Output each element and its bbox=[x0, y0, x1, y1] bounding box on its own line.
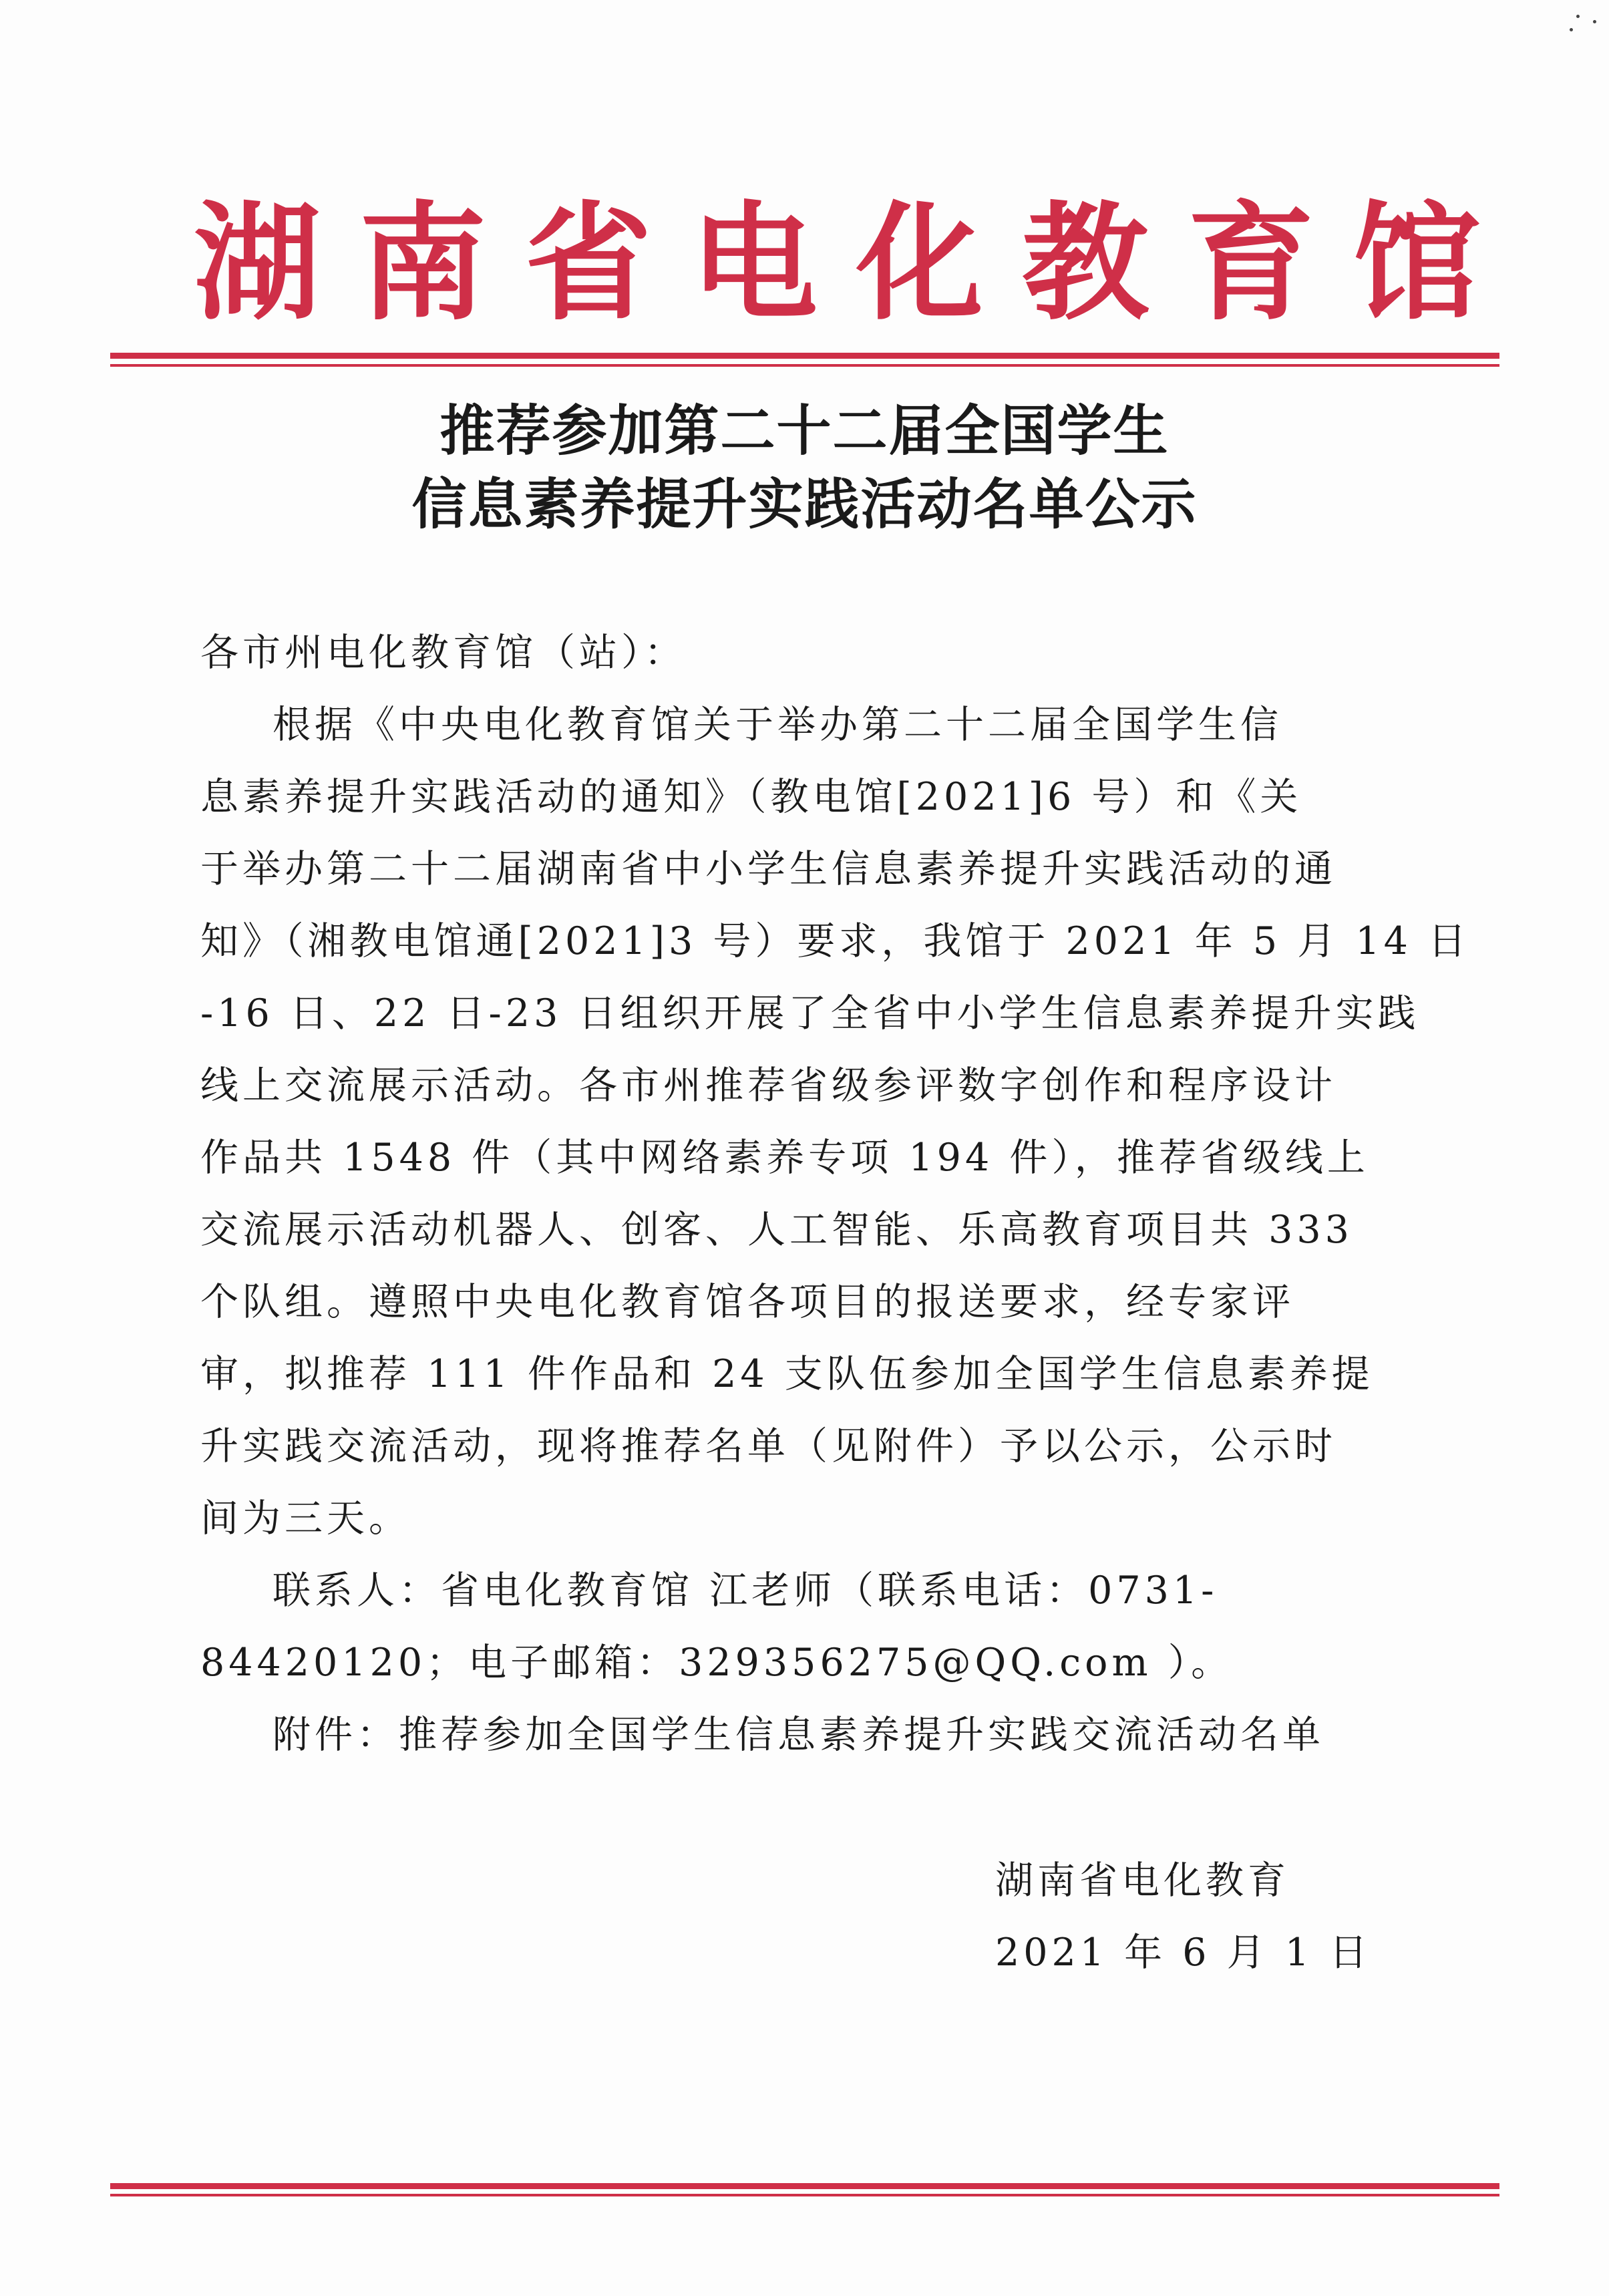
body-line: -16 日、22 日-23 日组织开展了全省中小学生信息素养提升实践 bbox=[200, 991, 1420, 1035]
scan-speck bbox=[1593, 20, 1596, 23]
body-line: 审，拟推荐 111 件作品和 24 支队伍参加全国学生信息素养提 bbox=[200, 1352, 1374, 1396]
body-line: 交流展示活动机器人、创客、人工智能、乐高教育项目共 333 bbox=[200, 1208, 1353, 1252]
document-title-line-2: 信息素养提升实践活动名单公示 bbox=[411, 472, 1198, 536]
body-line: 升实践交流活动，现将推荐名单（见附件）予以公示，公示时 bbox=[200, 1424, 1336, 1468]
scan-speck bbox=[1576, 15, 1580, 18]
body-line: 于举办第二十二届湖南省中小学生信息素养提升实践活动的通 bbox=[200, 847, 1336, 891]
attachment-note: 附件：推荐参加全国学生信息素养提升实践交流活动名单 bbox=[273, 1713, 1324, 1757]
masthead-rule-thin bbox=[110, 364, 1499, 367]
masthead-rule-thick bbox=[110, 353, 1499, 359]
contact-line: 84420120；电子邮箱：329356275@QQ.com ）。 bbox=[200, 1641, 1234, 1685]
signature-organization: 湖南省电化教育 bbox=[995, 1858, 1290, 1903]
scan-speck bbox=[1570, 28, 1573, 31]
footer-rule-thick bbox=[110, 2183, 1499, 2189]
salutation: 各市州电化教育馆（站）： bbox=[200, 631, 687, 675]
body-line: 个队组。遵照中央电化教育馆各项目的报送要求，经专家评 bbox=[200, 1280, 1294, 1324]
body-line: 根据《中央电化教育馆关于举办第二十二届全国学生信 bbox=[273, 703, 1282, 747]
body-line: 线上交流展示活动。各市州推荐省级参评数字创作和程序设计 bbox=[200, 1063, 1336, 1108]
masthead-title: 湖南省电化教育馆 bbox=[194, 190, 1519, 337]
document-title-line-1: 推荐参加第二十二届全国学生 bbox=[439, 399, 1170, 463]
signature-date: 2021 年 6 月 1 日 bbox=[995, 1931, 1372, 1975]
footer-rule-thin bbox=[110, 2194, 1499, 2196]
body-line: 间为三天。 bbox=[200, 1496, 411, 1540]
body-line: 知》（湘教电馆通[2021]3 号）要求，我馆于 2021 年 5 月 14 日 bbox=[200, 919, 1470, 963]
body-line: 作品共 1548 件（其中网络素养专项 194 件），推荐省级线上 bbox=[200, 1136, 1369, 1180]
contact-line: 联系人：省电化教育馆 江老师（联系电话：0731- bbox=[273, 1569, 1218, 1613]
body-line: 息素养提升实践活动的通知》（教电馆[2021]6 号）和《关 bbox=[200, 775, 1302, 819]
